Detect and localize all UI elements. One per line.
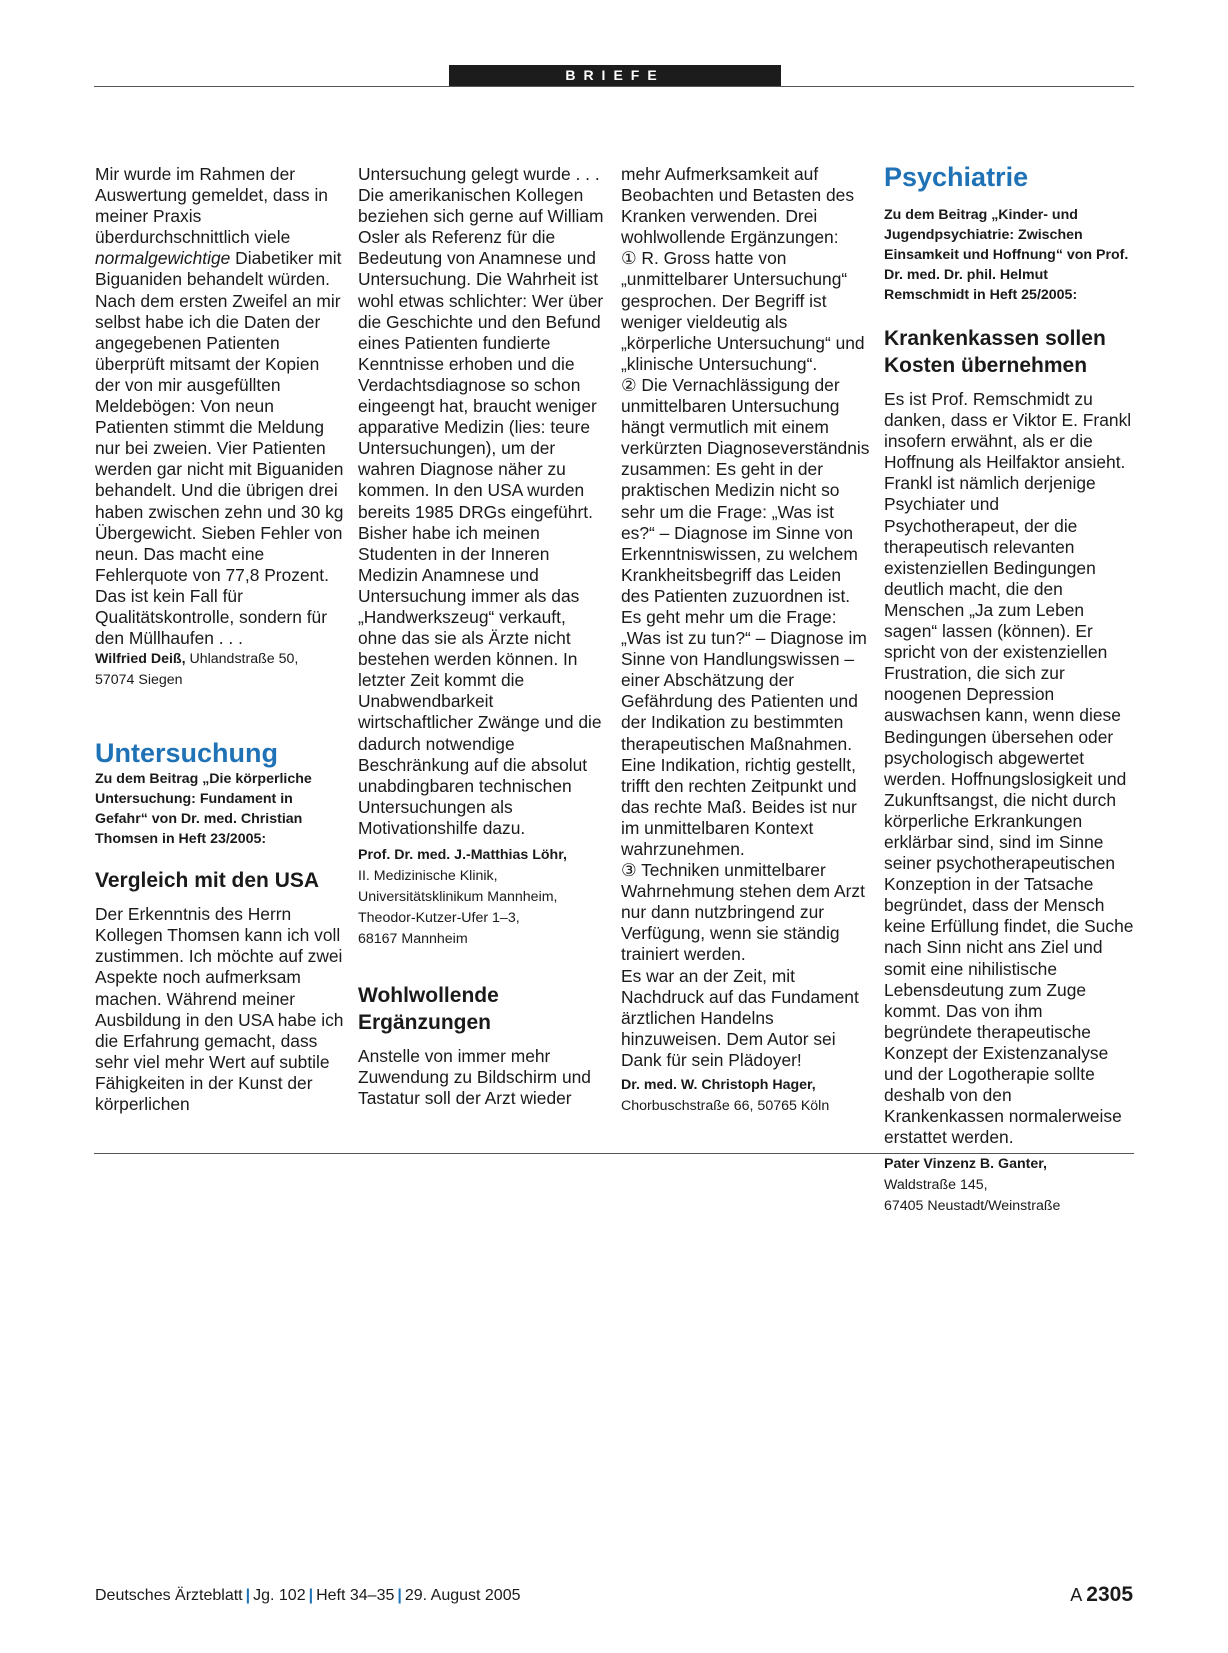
letter-paragraph: ② Die Vernachlässigung der unmittelbaren Untersuchung hängt vermutlich mit einem verkürzten Diagnoseverständnis zusammen: Es geht in der praktischen Medizin nicht so sehr um die Frage: „Was ist es?“ – Diagnose im Sinne von Erkenntniswissen, zu welchem Krankheitsbegriff das Leiden des Patienten zuzuordnen ist. Es geht mehr um die Frage: „Was ist zu tun?“ – Diagnose im Sinne von Handlungswissen – einer Abschätzung der Gefährdung des Patienten und der Indikation zu bestimmten therapeutischen Maßnahmen. Eine Indikation, richtig gestellt, trifft den rechten Zeitpunkt und das rechte Maß. Beides ist nur im unmittelbaren Kontext wahrzunehmen. <box>621 374 870 859</box>
letter-headline: Vergleich mit den USA <box>95 869 320 893</box>
letter-author: Wilfried Deiß, Uhlandstraße 50, 57074 Siegen <box>95 651 299 689</box>
letter-paragraph: ① R. Gross hatte von „unmittelbarer Untersuchung“ gesprochen. Der Begriff ist weniger vieldeutig als „körperliche Untersuchung“ und „klinische Untersuchung“. <box>621 248 865 374</box>
letter-paragraph: ③ Techniken unmittelbarer Wahrnehmung stehen dem Arzt nur dann nutzbringend zur Verfügung, wenn sie ständig trainiert werden. <box>621 860 865 965</box>
column-4 <box>884 164 1134 1217</box>
section-title: Psychiatrie <box>884 162 1029 192</box>
volume: Jg. 102 <box>253 1587 306 1604</box>
letter-headline: Wohlwollende Ergänzungen <box>358 984 499 1034</box>
letter-body: Mir wurde im Rahmen der Auswertung gemeldet, dass in meiner Praxis überdurchschnittlich viele normalgewichtige Diabetiker mit Biguaniden behandelt würden. Nach dem ersten Zweifel an mir selbst habe ich die Daten der angegebenen Patienten überprüft mitsamt der Kopien der von mir ausgefüllten Meldebögen: Von neun Patienten stimmt die Meldung nur bei zweien. Vier Patienten werden gar nicht mit Biguaniden behandelt. Und die übrigen drei haben zwischen zehn und 30 kg Übergewicht. Sieben Fehler von neun. Das macht eine Fehlerquote von 77,8 Prozent. Das ist kein Fall für Qualitätskontrolle, sondern für den Müllhaufen . . . <box>95 164 344 649</box>
bottom-rule <box>94 1153 1134 1154</box>
letter-author: Prof. Dr. med. J.-Matthias Löhr, <box>358 847 567 863</box>
column-3 <box>621 164 871 1117</box>
letter-body: Untersuchung gelegt wurde . . . Die amerikanischen Kollegen beziehen sich gerne auf William Osler als Referenz für die Bedeutung von Anamnese und Untersuchung. Die Wahrheit ist wohl etwas schlichter: Wer über die Geschichte und den Befund eines Patienten fundierte Kenntnisse erhoben und die Verdachtsdiagnose so schon eingeengt hat, braucht weniger apparative Medizin (lies: teure Untersuchungen), um der wahren Diagnose näher zu kommen. In den USA wurden bereits 1985 DRGs eingeführt. Bisher habe ich meinen Studenten in der Inneren Medizin Anamnese und Untersuchung immer als das „Handwerkszeug“ verkauft, ohne das sie als Ärzte nicht bestehen werden können. In letzter Zeit kommt die Unabwendbarkeit wirtschaftlicher Zwänge und die dadurch notwendige Beschränkung auf die absolut unabdingbaren technischen Untersuchungen als Motivationshilfe dazu. <box>358 164 604 838</box>
section-title: Untersuchung <box>95 738 279 769</box>
article-reference: Zu dem Beitrag „Die körperliche Untersuchung: Fundament in Gefahr“ von Dr. med. Christian Thomsen in Heft 23/2005: <box>95 771 312 848</box>
author-address: Waldstraße 145, 67405 Neustadt/Weinstraße <box>884 1177 1061 1215</box>
letter-body: Es ist Prof. Remschmidt zu danken, dass er Viktor E. Frankl insofern erwähnt, als er die Hoffnung als Heilfaktor ansieht. Frankl ist nämlich derjenige Psychiater und Psychotherapeut, der die therapeutisch relevanten existenziellen Bedingungen deutlich macht, die den Menschen „Ja zum Leben sagen“ lassen (können). Er spricht von der existenziellen Frustration, die sich zur noogenen Depression auswachsen kann, wenn diese Bedingungen übersehen oder psychologisch abgewertet werden. Hoffnungslosigkeit und Zukunftsangst, die nicht durch körperliche Erkrankungen erklärbar sind, sind im Sinne seiner psychotherapeutischen Konzeption in der Tatsache begründet, dass der Mensch keine Erfüllung findet, die Suche nach Sinn nicht ans Ziel und somit eine nihilistische Lebensdeutung zum Zuge kommt. Das von ihm begründete therapeutische Konzept der Existenzanalyse und der Logotherapie sollte deshalb von den Krankenkassen normalerweise erstattet werden. <box>884 389 1134 1148</box>
emphasis: normalgewichtige <box>95 248 231 269</box>
column-2 <box>358 164 608 1109</box>
date: 29. August 2005 <box>404 1587 521 1604</box>
letter-body: Anstelle von immer mehr Zuwendung zu Bildschirm und Tastatur soll der Arzt wieder <box>358 1046 591 1109</box>
letter-body: Der Erkenntnis des Herrn Kollegen Thomsen kann ich voll zustimmen. Ich möchte auf zwei Aspekte noch aufmerksam machen. Während meiner Ausbildung in den USA habe ich die Erfahrung gemacht, dass sehr viel mehr Wert auf subtile Fähigkeiten in der Kunst der körperlichen <box>95 904 344 1114</box>
page-number: A 2305 <box>1070 1583 1133 1606</box>
column-1 <box>95 164 345 1115</box>
top-rule <box>94 86 1134 87</box>
article-reference: Zu dem Beitrag „Kinder- und Jugendpsychiatrie: Zwischen Einsamkeit und Hoffnung“ von Prof. Dr. med. Dr. phil. Helmut Remschmidt in Heft 25/2005: <box>884 207 1129 303</box>
letter-author: Dr. med. W. Christoph Hager, <box>621 1077 816 1094</box>
letter-headline: Krankenkassen sollen Kosten übernehmen <box>884 327 1106 377</box>
letter-author: Pater Vinzenz B. Ganter, <box>884 1156 1047 1173</box>
journal-name: Deutsches Ärzteblatt <box>95 1587 243 1604</box>
issue: Heft 34–35 <box>316 1587 395 1604</box>
author-address: Chorbuschstraße 66, 50765 Köln <box>621 1098 830 1115</box>
letter-paragraph: Es war an der Zeit, mit Nachdruck auf das Fundament ärztlichen Handelns hinzuweisen. Dem Autor sei Dank für sein Plädoyer! <box>621 965 859 1070</box>
author-address: II. Medizinische Klinik, Universitätsklinikum Mannheim, Theodor-Kutzer-Ufer 1–3, 68167 Mannheim <box>358 868 558 947</box>
section-header: BRIEFE <box>449 65 781 86</box>
footer-citation: Deutsches Ärzteblatt | Jg. 102 | Heft 34–35 | 29. August 2005 <box>95 1587 521 1604</box>
letter-paragraph: mehr Aufmerksamkeit auf Beobachten und Betasten des Kranken verwenden. Drei wohlwollende Ergänzungen: <box>621 164 855 248</box>
